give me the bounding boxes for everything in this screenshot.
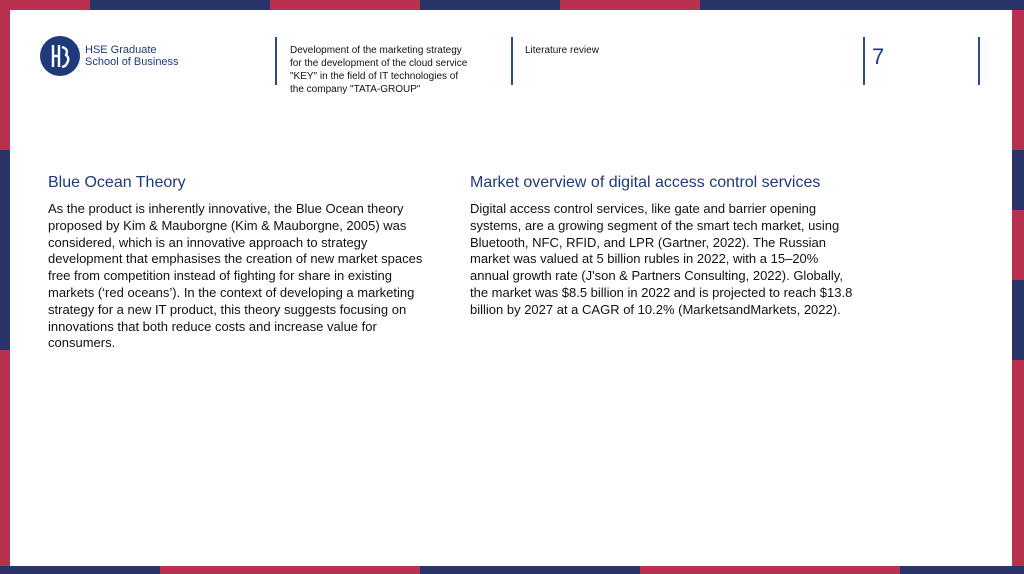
header-divider [275, 37, 277, 85]
frame-stripe [420, 0, 560, 10]
frame-stripe [700, 0, 1024, 10]
header-divider [978, 37, 980, 85]
logo-text-line2: School of Business [85, 56, 179, 68]
right-body-text: Digital access control services, like gate and barrier opening systems, are a growing segment of the smart tech market, using Bluetooth, NFC, RFID, and LPR (Gartner, 2022). The Russian market was valued at 5 billion rubles in 2022, with a 15–20% annual growth rate (J'son & Partners Consulting, 2022). Globally, the market was $8.5 billion in 2022 and is projected to reach $13.8 billion by 2027 at a CAGR of 10.2% (MarketsandMarkets, 2022). [470, 201, 853, 317]
header-topic: Development of the marketing strategy for the development of the cloud service "KEY" in the field of IT technologies of the company "TATA-GROUP" [290, 45, 468, 95]
frame-stripe [0, 150, 10, 350]
frame-stripe [900, 566, 1024, 574]
left-section-title: Blue Ocean Theory [48, 174, 186, 191]
page-number: 7 [872, 44, 885, 69]
right-section-title: Market overview of digital access control services [470, 174, 821, 191]
frame-stripe [1012, 280, 1024, 360]
header-divider [863, 37, 865, 85]
frame-stripe [420, 566, 640, 574]
logo-text [85, 44, 185, 68]
frame-stripe [0, 566, 160, 574]
left-body-text: As the product is inherently innovative, the Blue Ocean theory proposed by Kim & Mauborgne (Kim & Mauborgne, 2005) was considered, which is an innovative approach to strategy development that emphasises the creation of new market spaces free from competition instead of fighting for share in existing markets (‘red oceans’). In the context of developing a marketing strategy for a new IT product, this theory suggests focusing on innovations that both reduce costs and increase value for consumers. [48, 201, 423, 351]
logo-text-line1: HSE Graduate [85, 44, 157, 56]
header-section: Literature review [525, 45, 599, 56]
hse-emblem-icon [40, 36, 80, 76]
frame-stripe [1012, 150, 1024, 210]
frame-stripe [90, 0, 270, 10]
header-divider [511, 37, 513, 85]
hse-logo [40, 36, 185, 76]
slide [10, 10, 1012, 566]
